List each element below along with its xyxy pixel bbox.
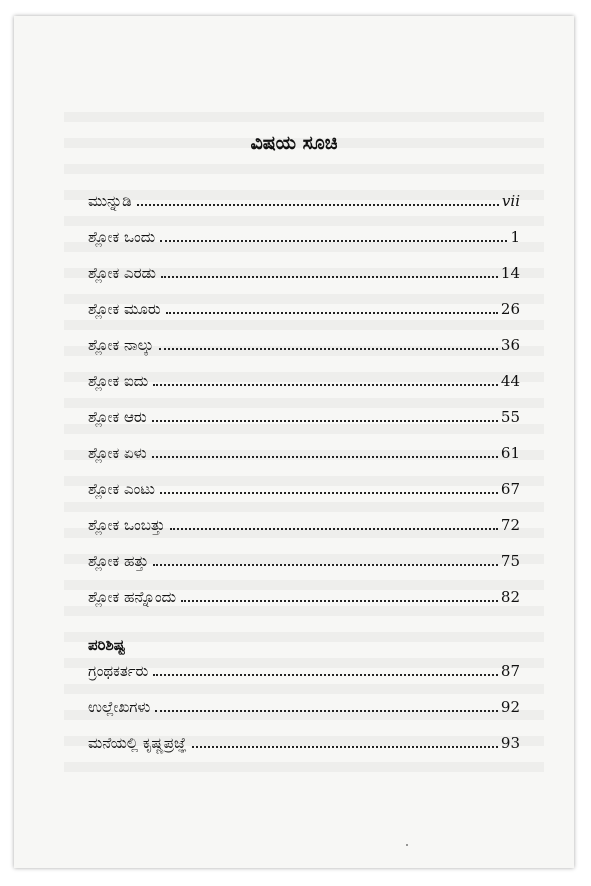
toc-entry-label: ಶ್ಲೋಕ ಏಳು — [88, 444, 147, 462]
toc-entry-label: ಉಲ್ಲೇಖಗಳು — [88, 698, 151, 716]
toc-entry — [88, 294, 520, 318]
toc-entry-label: ಶ್ಲೋಕ ಹತ್ತು — [88, 552, 149, 570]
book-page — [14, 16, 574, 868]
appendix-heading: ಪರಿಶಿಷ್ಟ — [88, 636, 126, 654]
toc-entry-page: 1 — [510, 228, 520, 246]
toc-entry — [88, 258, 520, 282]
leader-dots — [152, 438, 498, 458]
leader-dots — [160, 222, 507, 242]
toc-entry-page: vii — [501, 192, 520, 210]
toc-entry — [88, 510, 520, 534]
toc-entry — [88, 474, 520, 498]
toc-entry-label: ಶ್ಲೋಕ ಎಂಟು — [88, 480, 155, 498]
toc-entry-label: ಶ್ಲೋಕ ಒಂಬತ್ತು — [88, 516, 165, 534]
toc-entry-label: ಶ್ಲೋಕ ಒಂದು — [88, 228, 156, 246]
leader-dots — [155, 692, 498, 712]
toc-entry-page: 14 — [500, 264, 520, 282]
leader-dots — [153, 656, 498, 676]
toc-title: ವಿಷಯ ಸೂಚಿ — [250, 132, 338, 154]
leader-dots — [181, 582, 498, 602]
toc-entry — [88, 222, 520, 246]
toc-entry-page: 87 — [500, 662, 520, 680]
toc-entry-page: 93 — [500, 734, 520, 752]
leader-dots — [192, 728, 498, 748]
toc-entry — [88, 546, 520, 570]
toc-entry-page: 55 — [500, 408, 520, 426]
leader-dots — [166, 294, 498, 314]
toc-entry — [88, 366, 520, 390]
toc-entry-page: 61 — [500, 444, 520, 462]
toc-entry — [88, 728, 520, 752]
toc-entry — [88, 330, 520, 354]
toc-entry-page: 82 — [500, 588, 520, 606]
toc-entry-label: ಶ್ಲೋಕ ಐದು — [88, 372, 149, 390]
toc-entry-label: ಶ್ಲೋಕ ಹನ್ನೊಂದು — [88, 588, 177, 606]
paper-speck — [406, 844, 408, 846]
leader-dots — [160, 474, 498, 494]
leader-dots — [153, 546, 498, 566]
toc-entry-page: 72 — [500, 516, 520, 534]
toc-entry-page: 67 — [500, 480, 520, 498]
toc-entry-label: ಮುನ್ನುಡಿ — [88, 192, 132, 210]
toc-entry — [88, 438, 520, 462]
toc-entry-label: ಮನೆಯಲ್ಲಿ ಕೃಷ್ಣಪ್ರಜ್ಞೆ — [88, 734, 187, 752]
toc-entry-label: ಶ್ಲೋಕ ಆರು — [88, 408, 147, 426]
leader-dots — [159, 330, 498, 350]
toc-entry — [88, 402, 520, 426]
leader-dots — [137, 186, 499, 206]
toc-entry — [88, 582, 520, 606]
toc-entry-page: 44 — [500, 372, 520, 390]
toc-entry-page: 92 — [500, 698, 520, 716]
toc-entry-label: ಶ್ಲೋಕ ಮೂರು — [88, 300, 161, 318]
toc-entry-label: ಗ್ರಂಥಕರ್ತರು — [88, 662, 149, 680]
toc-entry-page: 75 — [500, 552, 520, 570]
toc-entry-label: ಶ್ಲೋಕ ನಾಲ್ಕು — [88, 336, 154, 354]
toc-entry — [88, 656, 520, 680]
leader-dots — [170, 510, 498, 530]
leader-dots — [153, 366, 498, 386]
toc-entry-label: ಶ್ಲೋಕ ಎರಡು — [88, 264, 156, 282]
toc-entry — [88, 186, 520, 210]
toc-entry-page: 36 — [500, 336, 520, 354]
toc-entry-page: 26 — [500, 300, 520, 318]
toc-entry — [88, 692, 520, 716]
leader-dots — [152, 402, 498, 422]
leader-dots — [161, 258, 498, 278]
